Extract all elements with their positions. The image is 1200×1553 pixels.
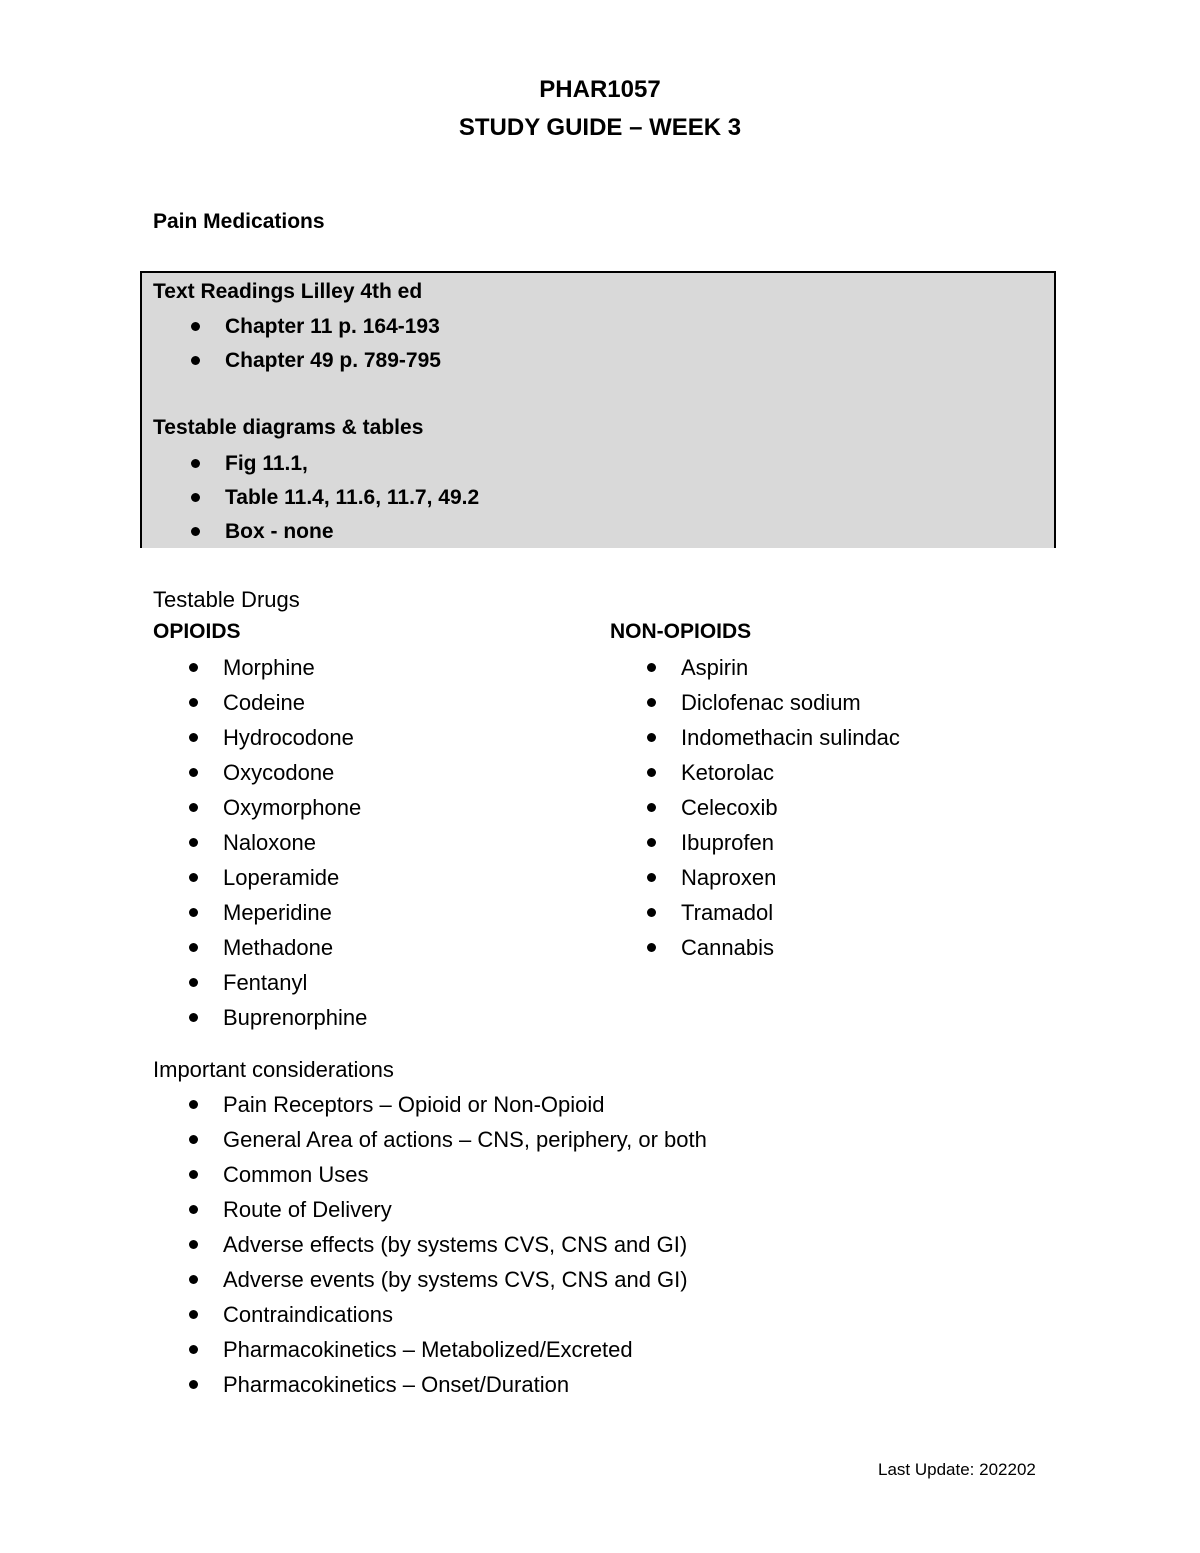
bullet-icon: [191, 459, 200, 468]
list-item-text: Cannabis: [681, 935, 774, 960]
list-item: [225, 515, 479, 549]
list-item-text: Box - none: [225, 520, 334, 543]
list-item-text: Methadone: [223, 935, 334, 960]
readings-box: [140, 271, 1056, 548]
list-item-text: Chapter 11 p. 164-193: [225, 315, 440, 338]
list-item-text: Pharmacokinetics – Metabolized/Excreted: [223, 1337, 633, 1362]
list-item-text: Common Uses: [223, 1162, 369, 1187]
bullet-icon: [189, 873, 198, 882]
non-opioids-heading: NON-OPIOIDS: [610, 620, 752, 643]
list-item: [223, 930, 367, 965]
bullet-icon: [647, 908, 656, 917]
list-item-text: Ketorolac: [681, 760, 774, 785]
list-item: [681, 895, 900, 930]
bullet-icon: [647, 803, 656, 812]
list-item: [223, 1157, 707, 1192]
list-item: [681, 790, 900, 825]
list-item: [223, 1000, 367, 1035]
list-item: [225, 481, 479, 515]
bullet-icon: [647, 768, 656, 777]
bullet-icon: [189, 1170, 198, 1179]
list-item: [223, 1087, 707, 1122]
list-item: [225, 344, 441, 378]
bullet-icon: [189, 943, 198, 952]
bullet-icon: [189, 803, 198, 812]
list-item-text: Indomethacin sulindac: [681, 725, 900, 750]
bullet-icon: [191, 322, 200, 331]
topic-heading: Pain Medications: [153, 210, 325, 233]
bullet-icon: [189, 1013, 198, 1022]
bullet-icon: [189, 1310, 198, 1319]
bullet-icon: [189, 1240, 198, 1249]
bullet-icon: [647, 733, 656, 742]
bullet-icon: [647, 943, 656, 952]
bullet-icon: [189, 908, 198, 917]
list-item-text: Naloxone: [223, 830, 316, 855]
considerations-list: [223, 1087, 707, 1402]
bullet-icon: [189, 733, 198, 742]
list-item: [223, 1332, 707, 1367]
bullet-icon: [189, 1100, 198, 1109]
list-item-text: Route of Delivery: [223, 1197, 392, 1222]
bullet-icon: [189, 978, 198, 987]
list-item: [223, 1367, 707, 1402]
list-item: [681, 720, 900, 755]
list-item-text: Fig 11.1,: [225, 452, 308, 475]
list-item-text: Chapter 49 p. 789-795: [225, 349, 441, 372]
list-item-text: Adverse events (by systems CVS, CNS and GI): [223, 1267, 688, 1292]
list-item: [223, 1262, 707, 1297]
bullet-icon: [647, 873, 656, 882]
list-item: [681, 860, 900, 895]
list-item: [681, 650, 900, 685]
list-item: [681, 825, 900, 860]
bullet-icon: [647, 698, 656, 707]
opioids-list: [223, 650, 367, 1035]
list-item-text: Fentanyl: [223, 970, 308, 995]
list-item-text: General Area of actions – CNS, periphery, or both: [223, 1127, 707, 1152]
text-readings-list: [225, 310, 441, 378]
list-item-text: Morphine: [223, 655, 315, 680]
list-item-text: Meperidine: [223, 900, 332, 925]
list-item-text: Diclofenac sodium: [681, 690, 861, 715]
list-item-text: Ibuprofen: [681, 830, 774, 855]
list-item-text: Codeine: [223, 690, 305, 715]
course-code: PHAR1057: [539, 76, 661, 103]
diagrams-list: [225, 447, 479, 549]
list-item: [223, 720, 367, 755]
list-item: [223, 1297, 707, 1332]
bullet-icon: [189, 1205, 198, 1214]
non-opioids-list: [681, 650, 900, 965]
list-item-text: Adverse effects (by systems CVS, CNS and GI): [223, 1232, 688, 1257]
list-item: [225, 310, 441, 344]
list-item: [223, 895, 367, 930]
list-item-text: Pharmacokinetics – Onset/Duration: [223, 1372, 570, 1397]
list-item: [223, 650, 367, 685]
text-readings-heading: Text Readings Lilley 4th ed: [153, 280, 423, 303]
bullet-icon: [189, 1380, 198, 1389]
list-item-text: Table 11.4, 11.6, 11.7, 49.2: [225, 486, 480, 509]
bullet-icon: [189, 1345, 198, 1354]
list-item-text: Oxymorphone: [223, 795, 362, 820]
list-item-text: Naproxen: [681, 865, 777, 890]
list-item: [223, 860, 367, 895]
list-item-text: Loperamide: [223, 865, 340, 890]
list-item: [681, 685, 900, 720]
testable-drugs-heading: Testable Drugs: [153, 587, 300, 612]
bullet-icon: [189, 1275, 198, 1284]
page-title: STUDY GUIDE – WEEK 3: [458, 114, 742, 141]
bullet-icon: [189, 768, 198, 777]
list-item-text: Pain Receptors – Opioid or Non-Opioid: [223, 1092, 605, 1117]
bullet-icon: [647, 838, 656, 847]
list-item-text: Contraindications: [223, 1302, 393, 1327]
list-item: [681, 755, 900, 790]
list-item: [223, 685, 367, 720]
diagrams-heading: Testable diagrams & tables: [153, 416, 424, 439]
bullet-icon: [189, 838, 198, 847]
bullet-icon: [191, 356, 200, 365]
considerations-heading: Important considerations: [153, 1057, 394, 1082]
list-item-text: Hydrocodone: [223, 725, 354, 750]
bullet-icon: [189, 663, 198, 672]
list-item: [223, 790, 367, 825]
list-item: [681, 930, 900, 965]
list-item-text: Oxycodone: [223, 760, 335, 785]
list-item: [223, 1227, 707, 1262]
list-item: [225, 447, 479, 481]
list-item: [223, 755, 367, 790]
list-item-text: Celecoxib: [681, 795, 778, 820]
bullet-icon: [191, 493, 200, 502]
list-item: [223, 965, 367, 1000]
opioids-heading: OPIOIDS: [153, 620, 241, 643]
bullet-icon: [189, 1135, 198, 1144]
list-item: [223, 825, 367, 860]
bullet-icon: [647, 663, 656, 672]
list-item: [223, 1122, 707, 1157]
list-item: [223, 1192, 707, 1227]
last-update: Last Update: 202202: [878, 1460, 1036, 1479]
list-item-text: Aspirin: [681, 655, 749, 680]
bullet-icon: [189, 698, 198, 707]
list-item-text: Buprenorphine: [223, 1005, 368, 1030]
list-item-text: Tramadol: [681, 900, 774, 925]
bullet-icon: [191, 527, 200, 536]
